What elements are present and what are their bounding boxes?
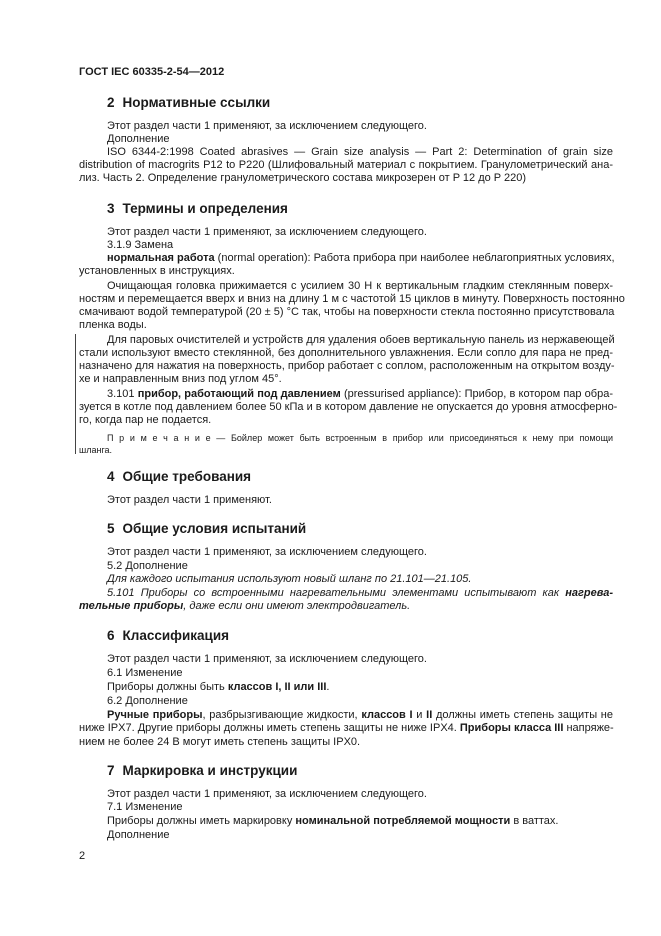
paragraph: Дополнение xyxy=(107,829,170,841)
section-number: 5 xyxy=(107,521,115,536)
definition: нормальная работа (normal operation): Работа прибора при наиболее неблагоприятных условиях, xyxy=(107,252,615,264)
section-number: 6 xyxy=(107,628,115,643)
term: прибор, работающий под давлением xyxy=(137,388,341,400)
paragraph: Этот раздел части 1 применяют, за исключением следующего. xyxy=(107,226,427,238)
paragraph: ностям и перемещается вверх и вниз на длину 1 м с частотой 15 циклов в минуту. Поверхность постоянно xyxy=(79,293,625,305)
paragraph: Этот раздел части 1 применяют, за исключением следующего. xyxy=(107,546,427,558)
section-number: 3 xyxy=(107,201,115,216)
paragraph: нием не более 24 В могут иметь степень защиты IPX0. xyxy=(79,736,361,748)
paragraph: Этот раздел части 1 применяют. xyxy=(107,494,272,506)
paragraph: тельные приборы, даже если они имеют электродвигатель. xyxy=(79,600,411,612)
paragraph: хе и направленным вниз под углом 45°. xyxy=(79,373,282,385)
paragraph: 3.1.9 Замена xyxy=(107,239,174,251)
paragraph: стали используют вместо стеклянной, без дополнительного увлажнения. Если сопло для пара не пред- xyxy=(79,347,613,359)
section-number: 4 xyxy=(107,469,115,484)
paragraph: Для паровых очистителей и устройств для удаления обоев вертикальную панель из нержавеющей xyxy=(107,334,615,346)
paragraph: distribution of macrogrits P12 to P220 (Шлифовальный материал с покрытием. Гранулометрический ана- xyxy=(79,159,613,171)
paragraph: Этот раздел части 1 применяют, за исключением следующего. xyxy=(107,653,427,665)
section-title: Маркировка и инструкции xyxy=(122,763,298,778)
paragraph: назначено для нажатия на поверхность, прибор работает с соплом, расположенным на открытом возду- xyxy=(79,360,615,372)
paragraph: ISO 6344-2:1998 Coated abrasives — Grain size analysis — Part 2: Determination of grain size xyxy=(107,146,613,158)
paragraph: 7.1 Изменение xyxy=(107,801,183,813)
page-number: 2 xyxy=(79,850,86,862)
section-title: Нормативные ссылки xyxy=(122,95,271,110)
paragraph: Приборы должны иметь маркировку номинальной потребляемой мощности в ваттах. xyxy=(107,815,559,827)
paragraph: Этот раздел части 1 применяют, за исключением следующего. xyxy=(107,788,427,800)
section-2-heading xyxy=(107,95,270,110)
section-title: Классификация xyxy=(122,628,230,643)
paragraph: Для каждого испытания используют новый шланг по 21.101—21.105. xyxy=(107,573,472,585)
paragraph: 5.101 Приборы со встроенными нагревательными элементами испытывают как нагрева- xyxy=(107,587,613,599)
note: шланга. xyxy=(79,445,113,455)
paragraph: смачивают водой температурой (20 ± 5) °С так, чтобы на поверхности стекла постоянно присутствовала xyxy=(79,306,615,318)
section-title: Термины и определения xyxy=(122,201,288,216)
section-7-heading xyxy=(107,763,297,778)
term: нормальная работа xyxy=(107,252,215,264)
section-4-heading xyxy=(107,469,251,484)
paragraph: Дополнение xyxy=(107,133,170,145)
section-6-heading xyxy=(107,628,229,643)
section-title: Общие условия испытаний xyxy=(122,521,307,536)
section-3-heading xyxy=(107,201,288,216)
note: П р и м е ч а н и е — Бойлер может быть встроенным в прибор или присоединяться к нему при помощи xyxy=(107,433,613,443)
document-header: ГОСТ IEC 60335-2-54—2012 xyxy=(79,66,225,78)
paragraph: лиз. Часть 2. Определение гранулометрического состава микрозерен от P 12 до P 220) xyxy=(79,172,526,184)
paragraph: Очищающая головка прижимается с усилием 30 Н к вертикальным гладким стеклянным поверх- xyxy=(107,280,613,292)
definition: 3.101 прибор, работающий под давлением (pressurised appliance): Прибор, в котором пар обра- xyxy=(107,388,613,400)
paragraph: ниже IPX7. Другие приборы должны иметь степень защиты не ниже IPX4. Приборы класса III напряже- xyxy=(79,722,614,734)
paragraph: 6.2 Дополнение xyxy=(107,695,188,707)
paragraph: установленных в инструкциях. xyxy=(79,265,235,277)
paragraph: 5.2 Дополнение xyxy=(107,560,188,572)
section-title: Общие требования xyxy=(122,469,252,484)
paragraph: Этот раздел части 1 применяют, за исключением следующего. xyxy=(107,120,427,132)
section-number: 2 xyxy=(107,95,115,110)
paragraph: Ручные приборы, разбрызгивающие жидкости, классов I и II должны иметь степень защиты не xyxy=(107,709,614,721)
section-number: 7 xyxy=(107,763,115,778)
paragraph: Приборы должны быть классов I, II или III. xyxy=(107,681,330,693)
paragraph: го, когда пар не подается. xyxy=(79,414,212,426)
change-bar xyxy=(75,334,76,454)
section-5-heading xyxy=(107,521,306,536)
paragraph: 6.1 Изменение xyxy=(107,667,183,679)
paragraph: пленка воды. xyxy=(79,319,147,331)
paragraph: зуется в котле под давлением более 50 кПа и в котором давление не опускается до уровня атмосферно- xyxy=(79,401,618,413)
